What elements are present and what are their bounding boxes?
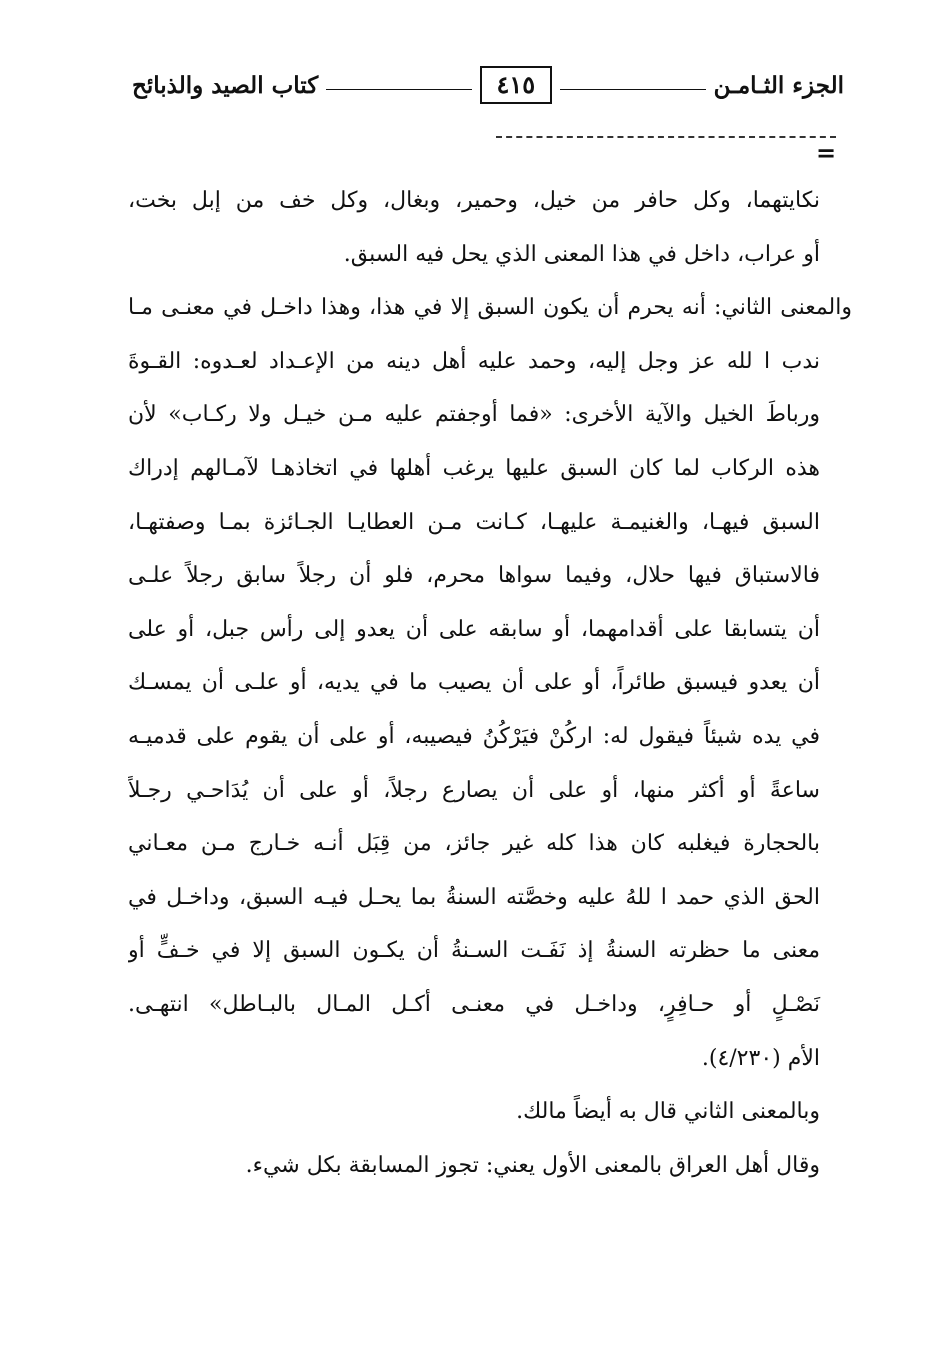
text-line: ورباطَ الخيل والآية الأخرى: «فما أوجفتم عليه مـن خيـل ولا ركـاب» لأن: [128, 402, 820, 428]
text-line: في يده شيئاً فيقول له: اركُنْ فيَرْكُنُ فيصيبه، أو على أن يقوم على قدميـه: [128, 723, 820, 749]
chapter-title: كتاب الصيد والذبائح: [131, 71, 319, 99]
dashed-separator: [496, 136, 836, 138]
text-line: وبالمعنى الثاني قال به أيضاً مالك.: [516, 1099, 820, 1125]
running-header: [132, 64, 844, 106]
text-line: هذه الركاب لما كان السبق عليها يرغب أهلها في اتخاذهـا لآمـالهم إدراك: [128, 455, 820, 481]
page-number: ٤١٥: [480, 66, 552, 104]
text-line: أن يعدو فيسبق طائراً، أو على أن يصيب ما في يديه، أو علـى أن يمسـك: [128, 670, 820, 696]
text-line: نكايتهما، وكل حافر من خيل، وحمير، وبغال، وكل خف من إبل بخت،: [128, 188, 820, 213]
text-line: فالاستباق فيها حلال، وفيما سواها محرم، فلو أن رجلاً سابق رجلاً علـى: [128, 563, 820, 589]
text-line: ساعةً أو أكثر منها، أو على أن يصارع رجلاً، أو على أن يُدَاحـي رجـلاً: [128, 777, 820, 803]
text-line: ندب ا لله عز وجل إليه، وحمد عليه أهل دينه من الإعـداد لعـدوه: القـوةَ: [128, 348, 820, 374]
text-line: الأم (٤/٢٣٠).: [701, 1045, 820, 1071]
body-text: [128, 174, 852, 1192]
text-line: الحق الذي حمد ا للهُ عليه وخصَّته السنةُ بما يحـل فيـه السبق، وداخـل في: [128, 884, 820, 910]
text-line: أن يتسابقا على أقدامهما، أو سابقه على أن يعدو إلى رأس جبل، أو على: [128, 616, 820, 642]
text-line: والمعنى الثاني: أنه يحرم أن يكون السبق إلا في هذا، وهذا داخـل في معنـى مـا: [128, 295, 852, 321]
header-rule-left: [326, 89, 472, 90]
text-line: بالحجارة فيغلبه كان هذا كله غير جائز، من قِبَل أنـه خـارج مـن معـاني: [128, 831, 820, 857]
text-line: وقال أهل العراق بالمعنى الأول يعني: تجوز المسابقة بكل شيء.: [245, 1152, 820, 1178]
text-line: أو عراب، داخل في هذا المعنى الذي يحل فيه السبق.: [343, 241, 820, 267]
separator-mark: =: [816, 138, 837, 167]
header-rule-right: [560, 89, 706, 90]
text-line: نَصْـلٍ أو حـافِرٍ، وداخـل في معنـى أكـل المـال بالبـاطل» انتهـى.: [128, 991, 820, 1017]
text-line: السبق فيهـا، والغنيمـة عليهـا، كـانت مـن العطايـا الجـائزة بمـا وصفتهـا،: [128, 509, 820, 535]
volume-title: الجزء الثـامـن: [713, 71, 844, 99]
text-line: معنى ما حظرته السنةُ إذ نَفَـت السـنةُ أن يكـون السبق إلا في خـفٍّ أو: [128, 938, 820, 964]
